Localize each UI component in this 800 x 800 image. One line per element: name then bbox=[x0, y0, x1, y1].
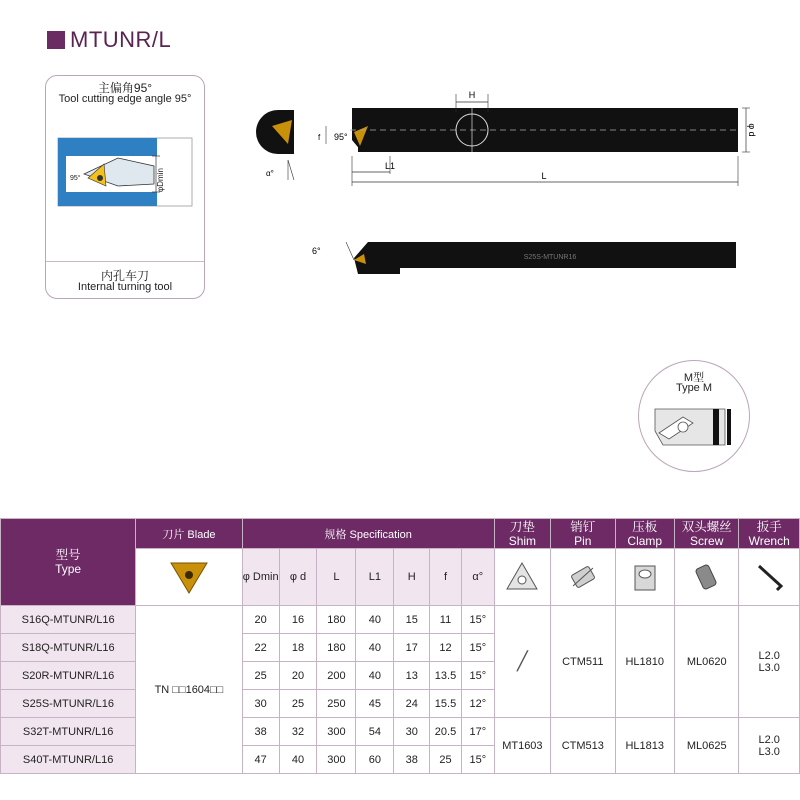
cell-dmin: 25 bbox=[242, 662, 279, 690]
cell-h: 17 bbox=[394, 634, 430, 662]
clamp-en: Clamp bbox=[627, 533, 663, 548]
wrench-a: L2.0 bbox=[758, 733, 780, 746]
col-screw-header bbox=[674, 519, 739, 549]
cell-h: 15 bbox=[394, 606, 430, 634]
cutting-angle-card bbox=[45, 75, 205, 299]
cell-dmin: 22 bbox=[242, 634, 279, 662]
angle-title-cn: 主偏角95° bbox=[97, 81, 153, 95]
cell-alpha: 12° bbox=[461, 690, 494, 718]
cell-l: 250 bbox=[317, 690, 356, 718]
spec-col-f: f bbox=[430, 549, 462, 606]
cell-h: 24 bbox=[394, 690, 430, 718]
cell-d: 32 bbox=[279, 718, 317, 746]
cell-f: 25 bbox=[430, 746, 462, 774]
cell-dmin: 30 bbox=[242, 690, 279, 718]
dim-l-label: L bbox=[541, 171, 547, 181]
col-blade-header: 刀片 Blade bbox=[136, 519, 243, 549]
cell-f: 11 bbox=[430, 606, 462, 634]
cell-l: 180 bbox=[317, 634, 356, 662]
col-spec-header: 规格 Specification bbox=[242, 519, 494, 549]
cell-f: 15.5 bbox=[430, 690, 462, 718]
spec-col-l: L bbox=[317, 549, 356, 606]
clamp-icon bbox=[627, 560, 663, 594]
tool-name-cn: 内孔车刀 bbox=[100, 269, 149, 283]
cell-dmin: 20 bbox=[242, 606, 279, 634]
pin-en: Pin bbox=[574, 533, 592, 548]
pin-icon bbox=[565, 560, 601, 594]
cell-d: 18 bbox=[279, 634, 317, 662]
cell-l: 200 bbox=[317, 662, 356, 690]
row-type: S32T-MTUNR/L16 bbox=[1, 718, 136, 746]
cell-f: 12 bbox=[430, 634, 462, 662]
wrench-a: L2.0 bbox=[758, 649, 780, 662]
cell-l1: 40 bbox=[356, 606, 394, 634]
spec-col-h: H bbox=[394, 549, 430, 606]
cell-d: 40 bbox=[279, 746, 317, 774]
col-wrench-header bbox=[739, 519, 800, 549]
title-marker bbox=[47, 31, 65, 49]
shim-icon bbox=[504, 560, 540, 594]
wrench-cn: 扳手 bbox=[756, 519, 782, 534]
screw-cn: 双头螺丝 bbox=[681, 519, 732, 534]
dim-l1-label: L1 bbox=[385, 161, 396, 171]
group1-clamp: HL1810 bbox=[615, 606, 674, 718]
group1-pin: CTM511 bbox=[551, 606, 616, 718]
type-cn: 型号 bbox=[55, 548, 81, 562]
cell-alpha: 15° bbox=[461, 634, 494, 662]
screw-en: Screw bbox=[690, 533, 724, 548]
cell-f: 20.5 bbox=[430, 718, 462, 746]
cell-l1: 40 bbox=[356, 634, 394, 662]
cell-dmin: 38 bbox=[242, 718, 279, 746]
shim-en: Shim bbox=[508, 533, 537, 548]
clamp-cn: 压板 bbox=[632, 519, 658, 534]
type-m-clamp-icon bbox=[653, 401, 737, 453]
dim-h-label: H bbox=[468, 90, 476, 100]
cell-d: 25 bbox=[279, 690, 317, 718]
group2-shim: MT1603 bbox=[494, 718, 550, 774]
group1-screw: ML0620 bbox=[674, 606, 739, 718]
wrench-icon bbox=[751, 560, 787, 594]
blade-insert-image bbox=[136, 549, 243, 606]
cell-l1: 60 bbox=[356, 746, 394, 774]
row-type: S18Q-MTUNR/L16 bbox=[1, 634, 136, 662]
group2-wrench bbox=[739, 718, 800, 774]
table-row bbox=[1, 718, 800, 746]
row-type: S25S-MTUNR/L16 bbox=[1, 690, 136, 718]
cell-d: 20 bbox=[279, 662, 317, 690]
spec-col-d: φ d bbox=[279, 549, 317, 606]
cell-dmin: 47 bbox=[242, 746, 279, 774]
spec-table bbox=[0, 518, 800, 774]
cell-l: 300 bbox=[317, 718, 356, 746]
cell-h: 13 bbox=[394, 662, 430, 690]
type-m-badge bbox=[638, 360, 750, 472]
cell-l1: 54 bbox=[356, 718, 394, 746]
row-type: S16Q-MTUNR/L16 bbox=[1, 606, 136, 634]
type-m-en: Type M bbox=[675, 382, 713, 394]
group2-clamp: HL1813 bbox=[615, 718, 674, 774]
group2-pin: CTM513 bbox=[551, 718, 616, 774]
row-type: S20R-MTUNR/L16 bbox=[1, 662, 136, 690]
cell-l1: 45 bbox=[356, 690, 394, 718]
boring-bar-drawing bbox=[250, 82, 760, 282]
triangle-insert-icon bbox=[167, 557, 211, 597]
alpha-label: α° bbox=[266, 169, 274, 178]
group1-shim: ╱ bbox=[494, 606, 550, 718]
screw-icon bbox=[689, 560, 725, 594]
blade-value: TN □□1604□□ bbox=[136, 606, 243, 774]
internal-turning-illustration bbox=[46, 134, 204, 210]
angle-95-dim: 95° bbox=[334, 132, 348, 142]
cell-alpha: 15° bbox=[461, 746, 494, 774]
angle-6-label: 6° bbox=[312, 246, 321, 256]
col-shim-header bbox=[494, 519, 550, 549]
shim-cn: 刀垫 bbox=[509, 519, 535, 534]
spec-col-l1: L1 bbox=[356, 549, 394, 606]
col-type-header bbox=[1, 519, 136, 606]
spec-col-dmin: φ Dmin bbox=[242, 549, 279, 606]
wrench-b: L3.0 bbox=[758, 661, 780, 674]
type-m-cn: M型 bbox=[683, 372, 705, 384]
type-en: Type bbox=[55, 562, 82, 576]
cell-h: 30 bbox=[394, 718, 430, 746]
cell-d: 16 bbox=[279, 606, 317, 634]
pin-image bbox=[551, 549, 616, 606]
cell-l: 300 bbox=[317, 746, 356, 774]
cell-alpha: 15° bbox=[461, 662, 494, 690]
spec-col-alpha: α° bbox=[461, 549, 494, 606]
wrench-en: Wrench bbox=[748, 533, 790, 548]
cell-f: 13.5 bbox=[430, 662, 462, 690]
table-row bbox=[1, 606, 800, 634]
clamp-image bbox=[615, 549, 674, 606]
wrench-image bbox=[739, 549, 800, 606]
group2-screw: ML0625 bbox=[674, 718, 739, 774]
dmin-label: φDmin bbox=[156, 168, 165, 192]
row-type: S40T-MTUNR/L16 bbox=[1, 746, 136, 774]
cell-alpha: 15° bbox=[461, 606, 494, 634]
tool-name-en: Internal turning tool bbox=[77, 281, 173, 293]
col-pin-header bbox=[551, 519, 616, 549]
angle-95-label: 95° bbox=[70, 175, 81, 182]
cell-h: 38 bbox=[394, 746, 430, 774]
pin-cn: 销钉 bbox=[570, 519, 596, 534]
dim-f-label: f bbox=[318, 133, 321, 142]
page-title: MTUNR/L bbox=[70, 27, 172, 52]
angle-title-en: Tool cutting edge angle 95° bbox=[58, 93, 192, 105]
col-clamp-header bbox=[615, 519, 674, 549]
group1-wrench bbox=[739, 606, 800, 718]
shim-image bbox=[494, 549, 550, 606]
card-divider bbox=[46, 261, 204, 262]
cell-l: 180 bbox=[317, 606, 356, 634]
cell-l1: 40 bbox=[356, 662, 394, 690]
wrench-b: L3.0 bbox=[758, 745, 780, 758]
cell-alpha: 17° bbox=[461, 718, 494, 746]
dim-phid-label: φ d bbox=[747, 123, 757, 137]
bar-marking: S25S-MTUNR16 bbox=[523, 254, 577, 261]
screw-image bbox=[674, 549, 739, 606]
